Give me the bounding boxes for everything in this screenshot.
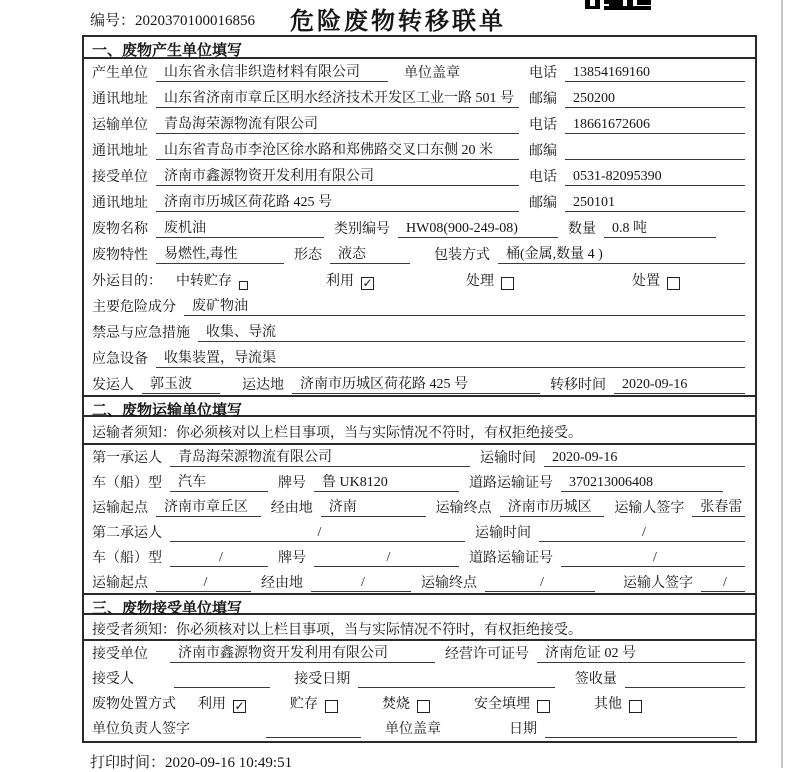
category-code-label: 类别编号 [334,222,390,237]
category-code-value: HW08(900-249-08) [398,221,558,238]
responsible-signature-value [266,721,361,738]
emergency-measures-label: 禁忌与应急措施 [92,326,190,341]
checkbox-checked-icon: ✓ [362,276,373,290]
packing-value: 桶(金属,数量 4 ) [498,243,745,264]
via-label: 经由地 [270,501,313,516]
dispose-label: 处置 [632,274,660,289]
print-time-value: 2020-09-16 10:49:51 [165,755,293,771]
purpose-option-storage [176,270,248,290]
row-transport-address [84,137,755,163]
unit-stamp-label: 单位盖章 [385,722,441,737]
row-disposal-method [84,691,755,716]
transport-time-label: 运输时间 [475,526,531,541]
via-value-2: / [311,575,411,592]
postcode-label: 邮编 [529,92,557,107]
disposal-option-landfill [474,693,550,713]
scan-page-edge [781,0,783,768]
transfer-purpose-label: 外运目的： [92,274,162,289]
road-permit-value-2: / [561,550,745,567]
row-first-carrier [84,445,755,470]
section3-header: 三、废物接受单位填写 [84,593,755,615]
address-label: 通讯地址 [92,196,148,211]
receiver-notice: 接受者须知：你必须核对以上栏目事项，当与实际情况不符时，有权拒绝接受。 [84,615,755,641]
responsible-signature-label: 单位负责人签字 [92,722,190,737]
emergency-equipment-label: 应急设备 [92,352,148,367]
checkbox-icon [325,700,338,713]
row-consignor [84,371,755,397]
producer-postcode-value: 250200 [565,91,745,108]
phone-label: 电话 [529,170,557,185]
road-permit-value: 370213006408 [561,475,723,492]
receive-unit-label: 接受单位 [92,647,148,662]
plate-value: 鲁 UK8120 [314,471,459,492]
checkbox-icon [537,700,550,713]
destination-value: 济南市历城区荷花路 425 号 [292,373,540,394]
transport-postcode-value [565,143,745,160]
vehicle-type-value-2: / [170,550,268,567]
section1-header: 一、废物产生单位填写 [84,37,755,59]
date-label: 日期 [509,722,537,737]
packing-label: 包装方式 [434,248,490,263]
terminus-label: 运输终点 [421,576,477,591]
receive-date-value [358,671,555,688]
origin-label: 运输起点 [92,501,148,516]
row-receiver-unit [84,163,755,189]
transport-unit-label: 运输单位 [92,118,148,133]
transfer-time-label: 转移时间 [550,378,606,393]
disposal-option-other [594,693,642,713]
phone-label: 电话 [529,118,557,133]
row-hazard-component [84,293,755,319]
origin-value-2: / [156,575,251,592]
plate-value-2: / [314,550,459,567]
hazard-component-value: 废矿物油 [184,295,745,316]
section2-header: 二、废物运输单位填写 [84,395,755,417]
road-permit-label: 道路运输证号 [469,476,553,491]
purpose-option-dispose [632,270,680,290]
qr-code-icon [585,0,651,11]
row-responsible-signature [84,716,755,741]
via-label: 经由地 [261,576,303,591]
disposal-option-incinerate [382,693,430,713]
serial-value: 2020370100016856 [135,13,256,29]
origin-label: 运输起点 [92,576,148,591]
terminus-label: 运输终点 [435,501,492,516]
phone-label: 电话 [529,66,557,81]
transporter-notice: 运输者须知：你必须核对以上栏目事项，当与实际情况不符时，有权拒绝接受。 [84,417,755,445]
producer-phone-value: 13854169160 [565,65,745,82]
page-title: 危险废物转移联单 [290,8,506,35]
transporter-signature-label: 运输人签字 [623,576,693,591]
plate-label: 牌号 [278,476,306,491]
row-vehicle-1 [84,470,755,495]
producer-address-value: 山东省济南市章丘区明水经济技术开发区工业一路 501 号 [156,87,519,108]
consignor-label: 发运人 [92,378,134,393]
incinerate-label: 焚烧 [382,697,410,712]
form-state-label: 形态 [294,248,322,263]
receiver-address-value: 济南市历城区荷花路 425 号 [156,191,519,212]
serial-label: 编号： [90,13,136,29]
receiver-unit-label: 接受单位 [92,170,148,185]
checkbox-icon [417,700,430,713]
quantity-value: 0.8 吨 [604,217,716,238]
emergency-measures-value: 收集、导流 [198,321,745,342]
received-quantity-label: 签收量 [574,672,617,687]
terminus-value: 济南市历城区 [500,496,605,517]
checkbox-icon [239,281,248,290]
transport-phone-value: 18661672606 [565,117,745,134]
receiver-person-label: 接受人 [92,672,134,687]
serial-number [90,9,255,30]
document-header [0,0,796,35]
row-receiver-person [84,666,755,691]
row-transfer-purpose [84,267,755,293]
emergency-equipment-value: 收集装置，导流渠 [156,347,745,368]
row-producer-unit [84,59,755,85]
unit-stamp-label: 单位盖章 [404,66,460,81]
row-emergency-equipment [84,345,755,371]
quantity-label: 数量 [568,222,596,237]
date-value [545,721,737,738]
transfer-form [82,35,757,743]
waste-property-label: 废物特性 [92,248,148,263]
transport-unit-value: 青岛海荣源物流有限公司 [156,113,519,134]
checkbox-icon [667,277,680,290]
waste-name-label: 废物名称 [92,222,148,237]
postcode-label: 邮编 [529,144,557,159]
second-carrier-label: 第二承运人 [92,526,162,541]
receiver-postcode-value: 250101 [565,195,745,212]
waste-property-value: 易燃性,毒性 [156,243,284,264]
row-receive-unit [84,641,755,666]
address-label: 通讯地址 [92,92,148,107]
disposal-option-store [290,693,338,713]
transport-time-label: 运输时间 [480,451,536,466]
hazard-component-label: 主要危险成分 [92,300,176,315]
storage-label: 中转贮存 [176,274,232,289]
row-producer-address [84,85,755,111]
vehicle-type-label: 车（船）型 [92,551,162,566]
origin-value: 济南市章丘区 [156,496,261,517]
transporter-signature-value-2: / [701,575,745,592]
first-carrier-label: 第一承运人 [92,451,162,466]
received-quantity-value [625,671,745,688]
purpose-option-utilize [326,270,374,290]
row-vehicle-2 [84,545,755,570]
landfill-label: 安全填埋 [474,697,530,712]
row-waste-property [84,241,755,267]
receiver-person-value [174,671,270,688]
producer-unit-value: 山东省永信非织造材料有限公司 [156,61,388,82]
store-label: 贮存 [290,697,318,712]
disposal-method-label: 废物处置方式 [92,697,176,712]
first-carrier-value: 青岛海荣源物流有限公司 [170,446,470,467]
vehicle-type-label: 车（船）型 [92,476,162,491]
address-label: 通讯地址 [92,144,148,159]
row-route-1 [84,495,755,520]
receive-date-label: 接受日期 [294,672,351,687]
receive-unit-value: 济南市鑫源物资开发利用有限公司 [170,642,435,663]
row-emergency-measures [84,319,755,345]
transport-time-value-2: / [539,525,745,542]
treat-label: 处理 [466,274,494,289]
terminus-value-2: / [485,575,595,592]
transport-time-value: 2020-09-16 [544,450,745,467]
checkbox-icon [501,277,514,290]
utilize-label: 利用 [326,274,354,289]
license-number-label: 经营许可证号 [445,647,529,662]
checkbox-icon [629,700,642,713]
plate-label: 牌号 [278,551,306,566]
receiver-unit-value: 济南市鑫源物资开发利用有限公司 [156,165,519,186]
road-permit-label: 道路运输证号 [469,551,553,566]
purpose-option-treat [466,270,514,290]
consignor-value: 郭玉波 [142,373,220,394]
postcode-label: 邮编 [529,196,557,211]
print-time [90,751,796,772]
row-receiver-address [84,189,755,215]
producer-unit-label: 产生单位 [92,66,148,81]
transport-address-value: 山东省青岛市李沧区徐水路和郑佛路交叉口东侧 20 米 [156,139,519,160]
receiver-phone-value: 0531-82095390 [565,169,745,186]
second-carrier-value: / [170,525,465,542]
vehicle-type-value: 汽车 [170,471,268,492]
transporter-signature-value: 张春雷 [692,496,745,517]
disposal-option-utilize [198,693,246,713]
via-value: 济南 [321,496,426,517]
waste-name-value: 废机油 [156,217,324,238]
form-state-value: 液态 [330,243,410,264]
row-waste-name [84,215,755,241]
checkbox-checked-icon: ✓ [234,699,245,713]
destination-label: 运达地 [242,378,284,393]
other-label: 其他 [594,697,622,712]
print-time-label: 打印时间： [90,755,166,771]
row-second-carrier [84,520,755,545]
license-number-value: 济南危证 02 号 [537,642,745,663]
utilize-label: 利用 [198,697,226,712]
row-transport-unit [84,111,755,137]
transfer-time-value: 2020-09-16 [614,377,745,394]
row-route-2 [84,570,755,595]
transporter-signature-label: 运输人签字 [614,501,685,516]
